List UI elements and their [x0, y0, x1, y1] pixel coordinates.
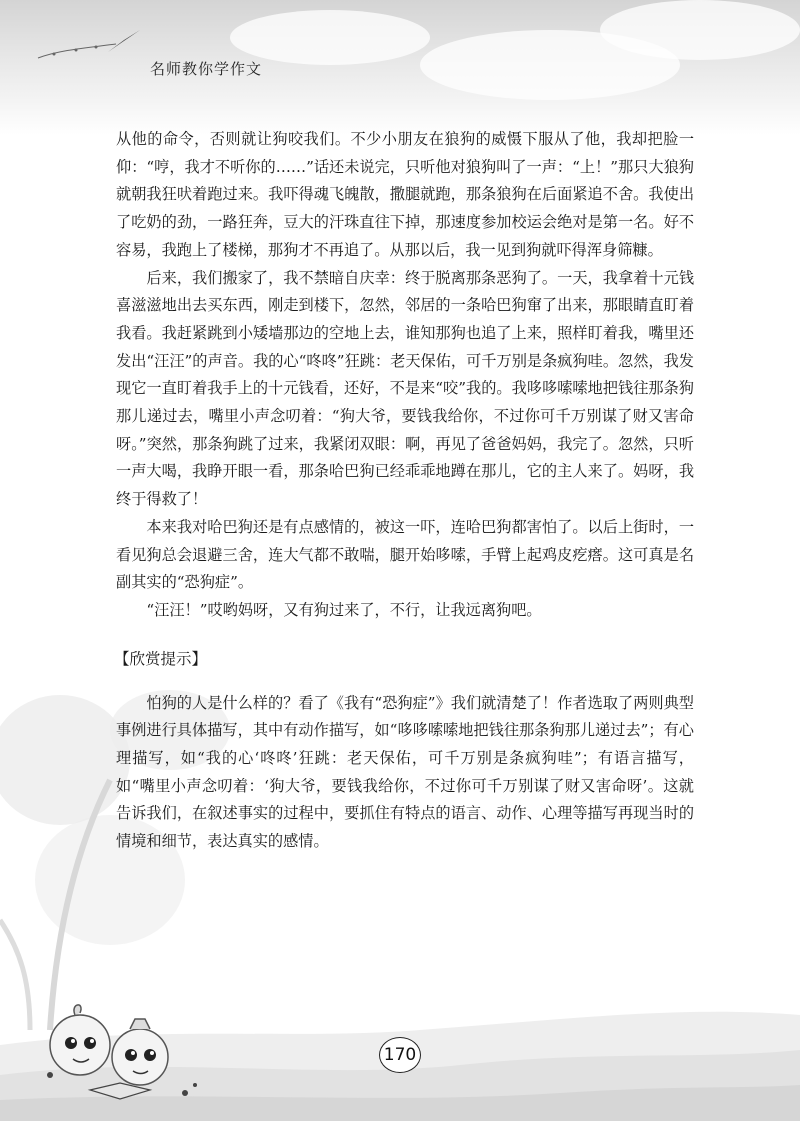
header-title: 名师教你学作文 — [150, 60, 263, 78]
paragraph-3: 本来我对哈巴狗还是有点感情的，被这一吓，连哈巴狗都害怕了。以后上街时，一看见狗总会退避三舍，连大气都不敢喘，腿开始哆嗦，手臂上起鸡皮疙瘩。这可真是名副其实的“恐狗症”。 — [116, 517, 694, 592]
appreciation-heading: 【欣赏提示】 — [114, 649, 208, 668]
paragraph-1: 从他的命令，否则就让狗咬我们。不少小朋友在狼狗的威慑下服从了他，我却把脸一仰：“哼，我才不听你的……”话还未说完，只听他对狼狗叫了一声：“上！”那只大狼狗就朝我狂吠着跑过来。我吓得魂飞魄散，撒腿就跑，那条狼狗在后面紧追不舍。我使出了吃奶的劲，一路狂奔，豆大的汗珠直往下掉，那速度参加校运会绝对是第一名。好不容易，我跑上了楼梯，那狗才不再追了。从那以后，我一见到狗就吓得浑身筛糠。 — [116, 130, 694, 259]
article-content — [116, 126, 694, 856]
cartoon-mascots-reading-icon — [35, 995, 205, 1110]
paragraph-4: “汪汪！”哎哟妈呀，又有狗过来了，不行，让我远离狗吧。 — [146, 600, 542, 619]
appreciation-paragraph: 怕狗的人是什么样的？看了《我有“恐狗症”》我们就清楚了！作者选取了两则典型事例进行具体描写，其中有动作描写，如“哆哆嗦嗦地把钱往那条狗那儿递过去”；有心理描写，如“我的心‘咚咚’狂跳：老天保佑，可千万别是条疯狗哇”；有语言描写，如“嘴里小声念叨着：‘狗大爷，要钱我给你，不过你可千万别谋了财又害命呀’。这就告诉我们，在叙述事实的过程中，要抓住有特点的语言、动作、心理等描写再现当时的情境和细节，表达真实的感情。 — [116, 693, 694, 851]
page-number: 170 — [379, 1037, 421, 1073]
kite-icon — [30, 20, 140, 60]
paragraph-2: 后来，我们搬家了，我不禁暗自庆幸：终于脱离那条恶狗了。一天，我拿着十元钱喜滋滋地出去买东西，刚走到楼下，忽然，邻居的一条哈巴狗窜了出来，那眼睛直盯着我看。我赶紧跳到小矮墙那边的空地上去，谁知那狗也追了上来，照样盯着我，嘴里还发出“汪汪”的声音。我的心“咚咚”狂跳：老天保佑，可千万别是条疯狗哇。忽然，我发现它一直盯着我手上的十元钱看，还好，不是来“咬”我的。我哆哆嗦嗦地把钱往那条狗那儿递过去，嘴里小声念叨着：“狗大爷，要钱我给你，不过你可千万别谋了财又害命呀。”突然，那条狗跳了过来，我紧闭双眼：啊，再见了爸爸妈妈，我完了。忽然，只听一声大喝，我睁开眼一看，那条哈巴狗已经乖乖地蹲在那儿，它的主人来了。妈呀，我终于得救了！ — [116, 268, 694, 509]
